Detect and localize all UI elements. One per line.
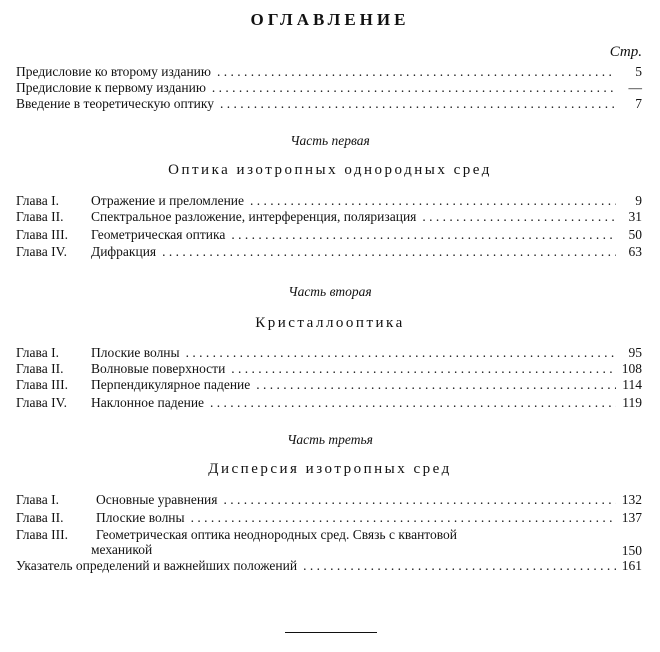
dot-leader — [231, 361, 615, 377]
toc-entry — [16, 395, 642, 411]
part-title: Кристаллооптика — [255, 315, 405, 331]
toc-entry — [16, 377, 642, 393]
chapter-prefix: Глава IV. — [16, 244, 67, 259]
toc-entry — [16, 227, 642, 243]
chapter-prefix: Глава III. — [16, 527, 68, 542]
toc-entry — [16, 558, 642, 574]
toc-entry — [16, 510, 642, 526]
entry-label: Указатель определений и важнейших положений — [16, 558, 298, 573]
dot-leader — [191, 510, 616, 526]
entry-page: 108 — [621, 361, 642, 376]
entry-page: 50 — [628, 227, 642, 242]
dot-leader — [217, 64, 616, 80]
entry-page: — — [628, 80, 642, 95]
chapter-prefix: Глава IV. — [16, 395, 67, 410]
chapter-prefix: Глава I. — [16, 492, 59, 507]
page-title: ОГЛАВЛЕНИЕ — [250, 10, 410, 29]
entry-label: Перпендикулярное падение — [91, 377, 251, 392]
chapter-prefix: Глава I. — [16, 345, 59, 360]
part-label: Часть вторая — [288, 284, 372, 299]
dot-leader — [256, 377, 616, 393]
entry-page: 95 — [628, 345, 642, 360]
part-title: Дисперсия изотропных сред — [208, 461, 452, 477]
entry-label: Предисловие к первому изданию — [16, 80, 206, 95]
entry-label: Плоские волны — [96, 510, 185, 525]
dot-leader — [210, 395, 616, 411]
toc-entry — [16, 345, 642, 361]
entry-label: Основные уравнения — [96, 492, 218, 507]
entry-label: Отражение и преломление — [91, 193, 245, 208]
entry-page: 114 — [622, 377, 642, 392]
dot-leader — [231, 227, 616, 243]
entry-label: Наклонное падение — [91, 395, 205, 410]
entry-page: 63 — [628, 244, 642, 259]
toc-entry — [16, 64, 642, 80]
entry-label: Геометрическая оптика — [91, 227, 226, 242]
toc-entry — [16, 193, 642, 209]
dot-leader — [303, 558, 616, 574]
chapter-prefix: Глава II. — [16, 209, 64, 224]
entry-label: Введение в теоретическую оптику — [16, 96, 214, 111]
chapter-prefix: Глава II. — [16, 361, 64, 376]
toc-entry-page-row — [16, 543, 642, 559]
entry-page: 137 — [621, 510, 642, 525]
toc-entry — [16, 209, 642, 225]
toc-entry — [16, 96, 642, 112]
toc-entry — [16, 492, 642, 508]
entry-page: 31 — [628, 209, 642, 224]
chapter-prefix: Глава II. — [16, 510, 64, 525]
page-column-label: Стр. — [609, 44, 642, 60]
entry-page: 132 — [621, 492, 642, 507]
toc-entry — [16, 244, 642, 260]
entry-page: 5 — [635, 64, 642, 79]
entry-label: Спектральное разложение, интерференция, поляризация — [91, 209, 417, 224]
toc-entry — [16, 361, 642, 377]
dot-leader — [250, 193, 616, 209]
entry-page: 161 — [621, 558, 642, 573]
entry-page: 119 — [622, 395, 642, 410]
entry-page: 7 — [635, 96, 642, 111]
part-title: Оптика изотропных однородных сред — [168, 162, 492, 178]
entry-label: Волновые поверхности — [91, 361, 226, 376]
dot-leader — [422, 209, 616, 225]
entry-page: 9 — [635, 193, 642, 208]
dot-leader — [212, 80, 616, 96]
toc-entry — [16, 80, 642, 96]
chapter-prefix: Глава III. — [16, 227, 68, 242]
chapter-prefix: Глава III. — [16, 377, 68, 392]
dot-leader — [162, 244, 616, 260]
dot-leader — [224, 492, 616, 508]
entry-page: 150 — [621, 543, 642, 558]
dot-leader — [220, 96, 616, 112]
part-label: Часть третья — [287, 432, 373, 447]
dot-leader — [186, 345, 616, 361]
entry-label-continuation: механикой — [91, 542, 153, 557]
entry-label: Плоские волны — [91, 345, 180, 360]
closing-rule — [285, 632, 377, 633]
toc-entry — [16, 527, 642, 543]
chapter-prefix: Глава I. — [16, 193, 59, 208]
part-label: Часть первая — [290, 133, 370, 148]
entry-label: Дифракция — [91, 244, 157, 259]
entry-label: Геометрическая оптика неоднородных сред. Связь с квантовой — [96, 527, 458, 542]
entry-label: Предисловие ко второму изданию — [16, 64, 211, 79]
